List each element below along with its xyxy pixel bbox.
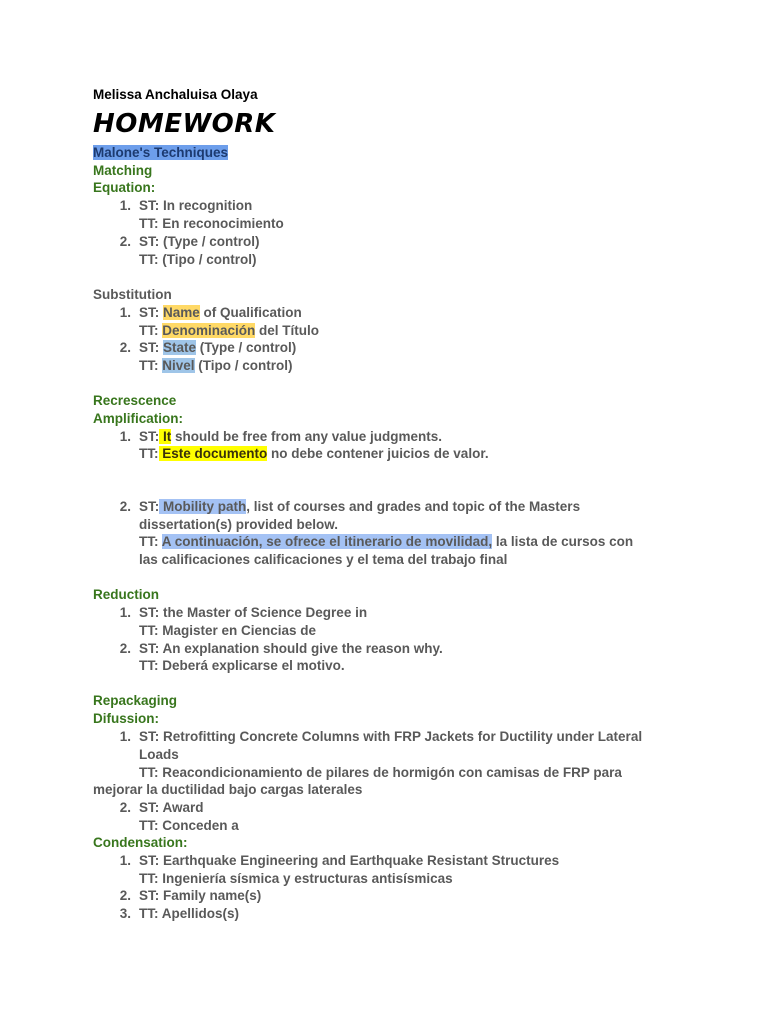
list-item-tt: TT: En reconocimiento <box>139 216 284 231</box>
subtitle-highlight: Malone's Techniques <box>93 145 228 160</box>
author-name: Melissa Anchaluisa Olaya <box>93 87 258 102</box>
highlight-yellow: Este documento <box>158 446 268 461</box>
list-item-tt: TT: A continuación, se ofrece el itinerario de movilidad, la lista de cursos con <box>139 534 634 549</box>
list-item-continuation: las calificaciones calificaciones y el tema del trabajo final <box>139 552 508 567</box>
section-heading-matching: Matching <box>93 163 153 178</box>
highlight-steel: State <box>163 340 197 355</box>
list-item-tt: TT: Conceden a <box>139 818 239 833</box>
list-item-tt: TT: Ingeniería sísmica y estructuras antisísmicas <box>139 871 453 886</box>
list-item-tt: TT: (Tipo / control) <box>139 252 257 267</box>
subtitle <box>93 144 228 162</box>
document-title: HOMEWORK <box>93 109 276 139</box>
list-item-tt: TT: Reacondicionamiento de pilares de hormigón con camisas de FRP para <box>139 765 622 780</box>
subheading-amplification: Amplification: <box>93 411 183 426</box>
subheading-equation: Equation: <box>93 180 156 195</box>
list-item-tt: TT: Deberá explicarse el motivo. <box>139 658 345 673</box>
list-item-tt: TT: Nivel (Tipo / control) <box>139 358 293 373</box>
list-item-continuation: mejorar la ductilidad bajo cargas laterales <box>93 782 363 797</box>
list-item-tt: TT: Magister en Ciencias de <box>139 623 317 638</box>
section-heading-recrescence: Recrescence <box>93 393 177 408</box>
list-item-continuation: Loads <box>139 747 179 762</box>
list-item-tt: TT: Denominación del Título <box>139 323 320 338</box>
subheading-substitution: Substitution <box>93 287 172 302</box>
highlight-orange: Denominación <box>162 323 256 338</box>
highlight-steel: Nivel <box>162 358 195 373</box>
section-heading-repackaging: Repackaging <box>93 693 178 708</box>
highlight-yellow: It <box>159 429 172 444</box>
highlight-blue: A continuación, se ofrece el itinerario de movilidad, <box>161 534 493 549</box>
subheading-diffusion: Difussion: <box>93 711 159 726</box>
highlight-orange: Name <box>163 305 200 320</box>
list-item-continuation: dissertation(s) provided below. <box>139 517 339 532</box>
subheading-condensation: Condensation: <box>93 835 188 850</box>
list-item-tt: TT: Este documento no debe contener juicios de valor. <box>139 446 489 461</box>
highlight-blue: Mobility path <box>159 499 247 514</box>
subheading-reduction: Reduction <box>93 587 159 602</box>
